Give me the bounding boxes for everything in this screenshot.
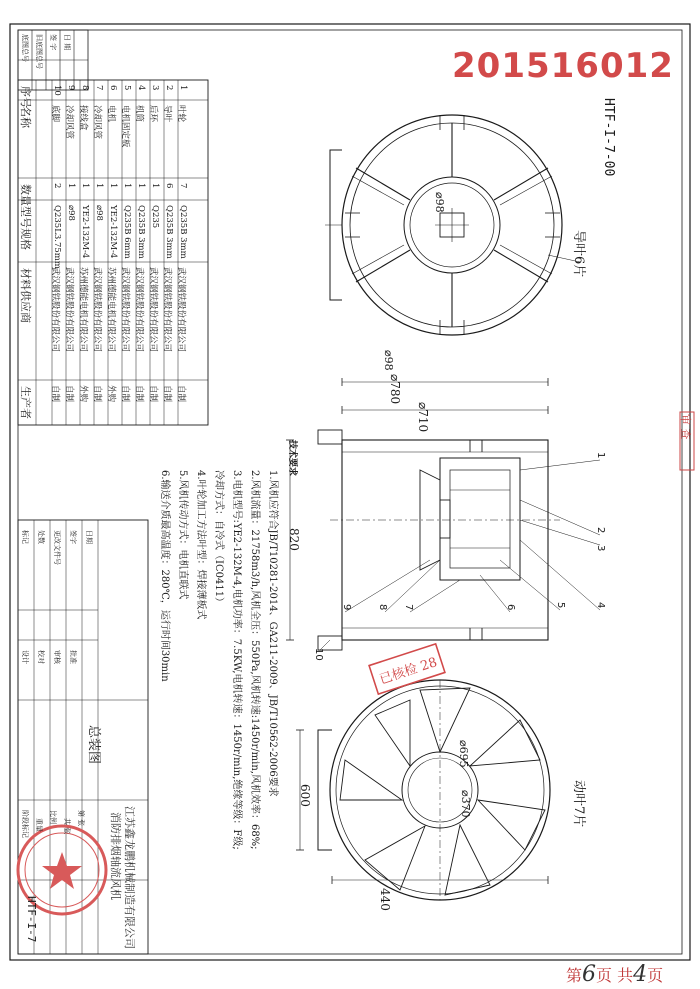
company-line-2: 消防排烟轴流风机: [109, 812, 122, 900]
dim-len440: 440: [378, 888, 392, 911]
page-current: 6: [582, 962, 597, 987]
title-left-label: 底图总号: [21, 34, 29, 62]
bom-cell: 6: [164, 183, 174, 189]
revision-header: 标记: [21, 530, 29, 544]
bom-cell: YE2-132M-4: [80, 205, 90, 259]
tech-req-line: 6.输送介质最高温度：280℃，运行时间30min: [159, 470, 170, 682]
tech-req-line: 5.风机传动方式：电机直联式: [177, 470, 188, 600]
drawing-name: 总装图: [86, 725, 101, 765]
bom-cell: Q235B 3mm: [178, 205, 188, 259]
bom-cell: 武汉钢铁股份有限公司: [134, 267, 144, 353]
bom-cell: 1: [108, 183, 118, 189]
inspection-stamp: 已核检 28: [377, 655, 440, 688]
bom-cell: 1: [66, 183, 76, 189]
tech-req-line: 3.电机型号:YE2-132M-4,电机功率：7.5KW,电机转速：1450r/min,绝缘等级：F级;: [231, 470, 242, 850]
bom-cell: 外购: [78, 385, 88, 403]
bom-cell: 武汉钢铁股份有限公司: [50, 267, 60, 353]
bom-cell: 1: [178, 85, 188, 91]
dim-d98-top: ⌀98: [433, 192, 446, 213]
bom-cell: 1: [150, 183, 160, 189]
bom-cell: 1: [122, 183, 132, 189]
page-mid: 页 共: [596, 966, 634, 985]
callout-number: 3: [595, 545, 606, 552]
role-label: 设计: [21, 650, 29, 664]
bom-cell: 7: [178, 183, 188, 189]
bom-cell: 接线盒: [78, 105, 88, 131]
bom-cell: 3: [150, 85, 160, 91]
drawing-code: HTF-I-7-00: [601, 98, 616, 177]
bom-header: 材料供应商: [19, 268, 32, 323]
bom-header: 序号: [19, 86, 32, 108]
bom-cell: 自制: [148, 385, 158, 403]
title-right-label: 比例: [49, 810, 57, 824]
callout-number: 5: [555, 602, 566, 609]
revision-header: 更改文件号: [53, 530, 61, 565]
revision-header: 日期: [85, 530, 93, 544]
bom-cell: ⌀98: [94, 205, 104, 221]
review-mark: 审 查: [679, 414, 692, 440]
guide-vane-view: [325, 115, 580, 335]
title-block-code: HTF-I-7: [25, 896, 38, 943]
bom-cell: Q235B 6mm: [122, 205, 132, 259]
guide-vane-label: 导叶6片: [571, 230, 586, 278]
bom-cell: 8: [80, 85, 90, 91]
bom-cell: Q235L3.75mm: [52, 205, 62, 269]
bom-cell: 自制: [176, 385, 186, 403]
page-prefix: 第: [566, 966, 583, 985]
callout-number: 8: [377, 604, 388, 611]
tech-req-line: 1.风机应符合JB/T10281-2014、GA211-2009、JB/T10562-2006要求: [267, 470, 278, 797]
bom-cell: 6: [108, 85, 118, 91]
bom-cell: 底脚: [50, 105, 60, 123]
callout-number: 7: [403, 604, 414, 611]
bom-cell: 2: [52, 183, 62, 189]
bom-cell: 5: [122, 85, 132, 91]
revision-header: 处数: [37, 530, 45, 544]
bom-cell: Q235B 3mm: [136, 205, 146, 259]
title-left-label: 旧底图总号: [35, 34, 43, 69]
revision-header: 签字: [69, 530, 77, 544]
callout-number: 6: [505, 604, 516, 611]
role-label: 校对: [37, 650, 45, 664]
title-right-label: 共 张: [63, 818, 71, 835]
page-indicator: [566, 962, 663, 987]
bom-cell: 导叶: [162, 105, 172, 123]
bom-cell: 自制: [64, 385, 74, 403]
tech-req-heading: 技术要求: [287, 440, 297, 477]
page-total: 4: [633, 962, 648, 987]
title-left-label: 签 字: [49, 34, 57, 51]
page-suffix: 页: [647, 966, 664, 985]
title-right-label: 阶段标记: [21, 810, 29, 838]
bom-cell: 2: [164, 85, 174, 91]
bom-cell: 4: [136, 85, 146, 91]
bom-cell: 武汉钢铁股份有限公司: [120, 267, 130, 353]
bom-cell: 自制: [134, 385, 144, 403]
bom-cell: 武汉钢铁股份有限公司: [92, 267, 102, 353]
dim-d780: ⌀780: [388, 374, 402, 405]
bom-cell: 7: [94, 85, 104, 91]
bom-cell: 武汉钢铁股份有限公司: [176, 267, 186, 353]
company-line-1: 江苏鑫龙鹏机械制造有限公司: [123, 806, 136, 949]
bom-cell: 10: [52, 85, 62, 96]
bom-cell: YE2-132M-4: [108, 205, 118, 259]
bom-cell: 苏州德能电机有限公司: [106, 267, 116, 353]
title-right-label: 第 张: [77, 810, 85, 827]
bom-cell: ⌀98: [66, 205, 76, 221]
bom-header: 型号规格: [19, 206, 32, 250]
bom-cell: 自制: [50, 385, 60, 403]
side-section-view: [286, 378, 600, 650]
bom-cell: 外购: [106, 385, 116, 403]
bom-cell: 冷却风管: [92, 105, 102, 140]
bom-cell: 1: [94, 183, 104, 189]
tech-req-line: 4.叶轮加工方法叶型：焊接薄板式: [195, 470, 206, 620]
dim-len600: 600: [298, 784, 312, 807]
bom-cell: 9: [66, 85, 76, 91]
bom-cell: 自制: [120, 385, 130, 403]
stamp-number: 201516012: [452, 46, 674, 86]
bom-cell: 自制: [162, 385, 172, 403]
bom-cell: 后环: [148, 105, 158, 123]
bom-cell: 1: [136, 183, 146, 189]
impeller-view: [296, 680, 550, 900]
bom-cell: Q235B 3mm: [164, 205, 174, 259]
bom-cell: 冷却风管: [64, 105, 74, 140]
bom-cell: 武汉钢铁股份有限公司: [64, 267, 74, 353]
bom-header: 生产者: [19, 386, 32, 419]
callout-number: 9: [341, 604, 352, 611]
bom-cell: 苏州德能电机有限公司: [78, 267, 88, 353]
dim-d695: ⌀695: [457, 740, 470, 768]
dim-len820: 820: [287, 528, 301, 551]
title-right-label: 重量: [35, 818, 43, 832]
bom-cell: 叶轮: [176, 105, 186, 123]
dim-d370: ⌀370: [459, 790, 472, 818]
bom-cell: 1: [80, 183, 90, 189]
bom-cell: 自制: [92, 385, 102, 403]
bom-cell: 武汉钢铁股份有限公司: [148, 267, 158, 353]
bom-cell: 武汉钢铁股份有限公司: [162, 267, 172, 353]
bom-header: 名称: [19, 106, 32, 128]
role-label: 审核: [53, 650, 61, 664]
bom-cell: 机筒: [134, 105, 144, 123]
impeller-label: 动叶7片: [571, 780, 586, 828]
tech-req-line: 冷却方式：自冷式（IC0411）: [213, 470, 224, 608]
bom-cell: Q235: [150, 205, 160, 229]
bom-cell: 电机固定板: [120, 105, 130, 148]
tech-req-line: 2.风机流量：21758m3/h,风机全压：550Pa,风机转速:1450r/min,风机效率：68%;: [249, 470, 260, 850]
bom-header: 数量: [19, 184, 32, 206]
callout-number: 4: [595, 602, 606, 609]
role-label: 批准: [69, 650, 77, 664]
dim-d98-mid: ⌀98: [382, 350, 395, 371]
callout-number: 1: [595, 452, 606, 459]
bom-cell: 电机: [106, 105, 116, 123]
dim-d710: ⌀710: [416, 402, 430, 433]
callout-number: 10: [313, 648, 324, 661]
callout-number: 2: [595, 527, 606, 534]
title-left-label: 日 期: [63, 34, 71, 51]
